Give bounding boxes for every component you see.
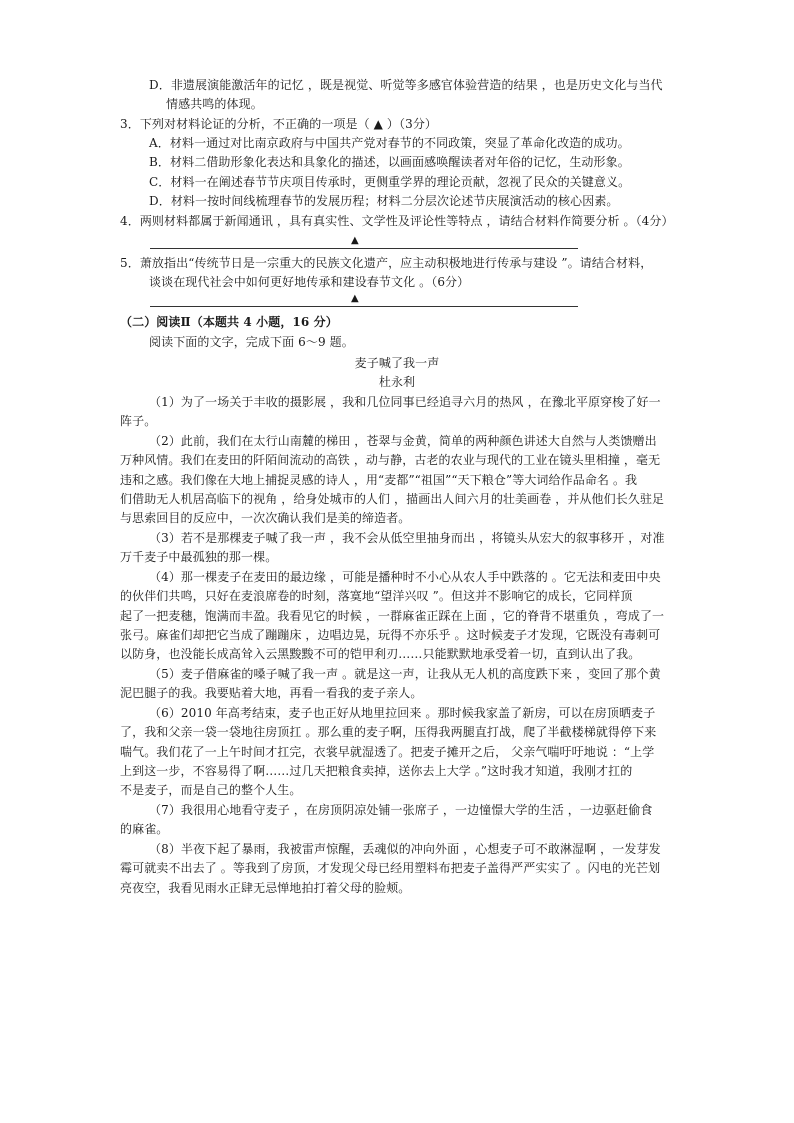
paragraph-1-line2: 阵子。 (120, 414, 157, 428)
q3-option-a: A．材料一通过对比南京政府与中国共产党对春节的不同政策，突显了革命化改造的成功。 (149, 136, 630, 150)
answer-marker: ▲ (351, 293, 359, 304)
paragraph-2-line5: 与思索回目的反应中，一次次确认我们是美的缔造者。 (120, 511, 411, 525)
answer-line[interactable] (150, 306, 578, 307)
paragraph-7-line2: 的麻雀。 (120, 822, 169, 836)
paragraph-2-line3: 违和之感。我们像在大地上捕捉灵感的诗人 ，用“麦都”“祖国”“天下粮仓”等大词给作品命名 。我 (120, 473, 638, 487)
paragraph-4-line3: 起了一把麦穗，饱满而丰盈。我看见它的时候 ，一群麻雀正踩在上面 ，它的脊背不堪重负 ，弯成了一 (120, 609, 665, 623)
question-4-stem: 4．两则材料都属于新闻通讯 ，具有真实性、文学性及评论性等特点 ，请结合材料作简要分析 。（4分） (120, 214, 674, 228)
paragraph-6-line1: （6）2010 年高考结束，麦子也正好从地里拉回来 。那时候我家盖了新房，可以在房顶晒麦子 (149, 706, 656, 720)
q2-option-d-line1: D．非遗展演能激活年的记忆 ，既是视觉、听觉等多感官体验营造的结果 ，也是历史文化与当代 (149, 78, 663, 92)
q3-option-c: C．材料一在阐述春节节庆项目传承时，更侧重学界的理论贡献，忽视了民众的关键意义。 (149, 175, 631, 189)
paragraph-2-line2: 万种风情。我们在麦田的阡陌间流动的高铁 ，动与静，古老的农业与现代的工业在镜头里相撞 ，毫无 (120, 453, 661, 467)
answer-marker: ▲ (351, 235, 359, 246)
q2-option-d-line2: 情感共鸣的体现。 (166, 97, 263, 111)
paragraph-3-line1: （3）若不是那棵麦子喊了我一声 ，我不会从低空里抽身而出 ，将镜头从宏大的叙事移开 ，对准 (149, 531, 665, 545)
paragraph-8-line2: 霉可就卖不出去了 。等我到了房顶，才发现父母已经用塑料布把麦子盖得严严实实了 。闪电的光芒划 (120, 861, 661, 875)
paragraph-6-line3: 喘气。我们花了一上午时间才扛完，衣裳早就湿透了。把麦子摊开之后， 父亲气喘吁吁地说 ：“上学 (120, 745, 655, 759)
q3-option-b: B．材料二借助形象化表达和具象化的描述，以画面感唤醒读者对年俗的记忆，生动形象。 (149, 155, 630, 169)
paragraph-2-line4: 们借助无人机居高临下的视角 ，给身处城市的人们 ，描画出人间六月的壮美画卷 ，并从他们长久驻足 (120, 492, 665, 506)
article-author: 杜永利 (378, 375, 416, 389)
paragraph-8-line3: 亮夜空，我看见雨水正肆无忌惮地拍打着父母的脸颊。 (120, 881, 411, 895)
paragraph-8-line1: （8）半夜下起了暴雨，我被雷声惊醒，丢魂似的冲向外面 ，心想麦子可不敢淋湿啊 ，一发芽发 (149, 842, 661, 856)
paragraph-4-line2: 的伙伴们共鸣，只好在麦浪席卷的时刻，落寞地“望洋兴叹 ”。但这并不影响它的成长，它同样顶 (120, 589, 633, 603)
paragraph-7-line1: （7）我很用心地看守麦子 ，在房顶阴凉处铺一张席子 ，一边憧憬大学的生活 ，一边驱赶偷食 (149, 803, 653, 817)
paragraph-5-line2: 泥巴腿子的我。我要贴着大地，再看一看我的麦子亲人。 (120, 686, 423, 700)
question-3-stem: 3．下列对材料论证的分析，不正确的一项是（ ▲ ）（3分） (120, 117, 438, 131)
paragraph-2-line1: （2）此前，我们在太行山南麓的梯田 ，苍翠与金黄，简单的两种颜色讲述大自然与人类馈赠出 (149, 434, 657, 448)
question-5-stem-line2: 谈谈在现代社会中如何更好地传承和建设春节文化 。（6分） (149, 275, 470, 289)
paragraph-5-line1: （5）麦子借麻雀的嗓子喊了我一声 。就是这一声，让我从无人机的高度跌下来 ，变回了那个黄 (149, 667, 661, 681)
paragraph-4-line1: （4）那一棵麦子在麦田的最边缘 ，可能是播种时不小心从农人手中跌落的 。它无法和麦田中央 (149, 570, 661, 584)
q3-option-d: D．材料一按时间线梳理春节的发展历程；材料二分层次论述节庆展演活动的核心因素。 (149, 194, 619, 208)
paragraph-4-line5: 以防身，也没能长成高耸入云黑黢黢不可的铠甲利刃……只能默默地承受着一切，直到认出了我。 (120, 647, 641, 661)
article-title: 麦子喊了我一声 (354, 356, 440, 370)
paragraph-6-line2: 了，我和父亲一袋一袋地往房顶扛 。那么重的麦子啊，压得我两腿直打战，爬了半截楼梯就得停下来 (120, 725, 657, 739)
paragraph-4-line4: 张弓。麻雀们却把它当成了蹦蹦床 ，边唱边晃，玩得不亦乐乎 。这时候麦子才发现，它既没有毒刺可 (120, 628, 661, 642)
question-5-stem-line1: 5．萧放指出“传统节日是一宗重大的民族文化遗产，应主动积极地进行传承与建设 ”。请结合材料， (120, 256, 653, 270)
paragraph-3-line2: 万千麦子中最孤独的那一棵。 (120, 550, 278, 564)
paragraph-1-line1: （1）为了一场关于丰收的摄影展 ，我和几位同事已经追寻六月的热风 ，在豫北平原穿梭了好一 (149, 395, 661, 409)
answer-line[interactable] (150, 248, 578, 249)
section-heading-reading-2: （二）阅读Ⅱ（本题共 4 小题，16 分） (120, 315, 338, 329)
paragraph-6-line4: 上到这一步，不容易得了啊……过几天把粮食卖掉，送你去上大学 。”这时我才知道，我刚才扛的 (120, 764, 633, 778)
paragraph-6-line5: 不是麦子，而是自己的整个人生。 (120, 783, 302, 797)
reading-instructions: 阅读下面的文字，完成下面 6～9 题。 (149, 335, 354, 349)
